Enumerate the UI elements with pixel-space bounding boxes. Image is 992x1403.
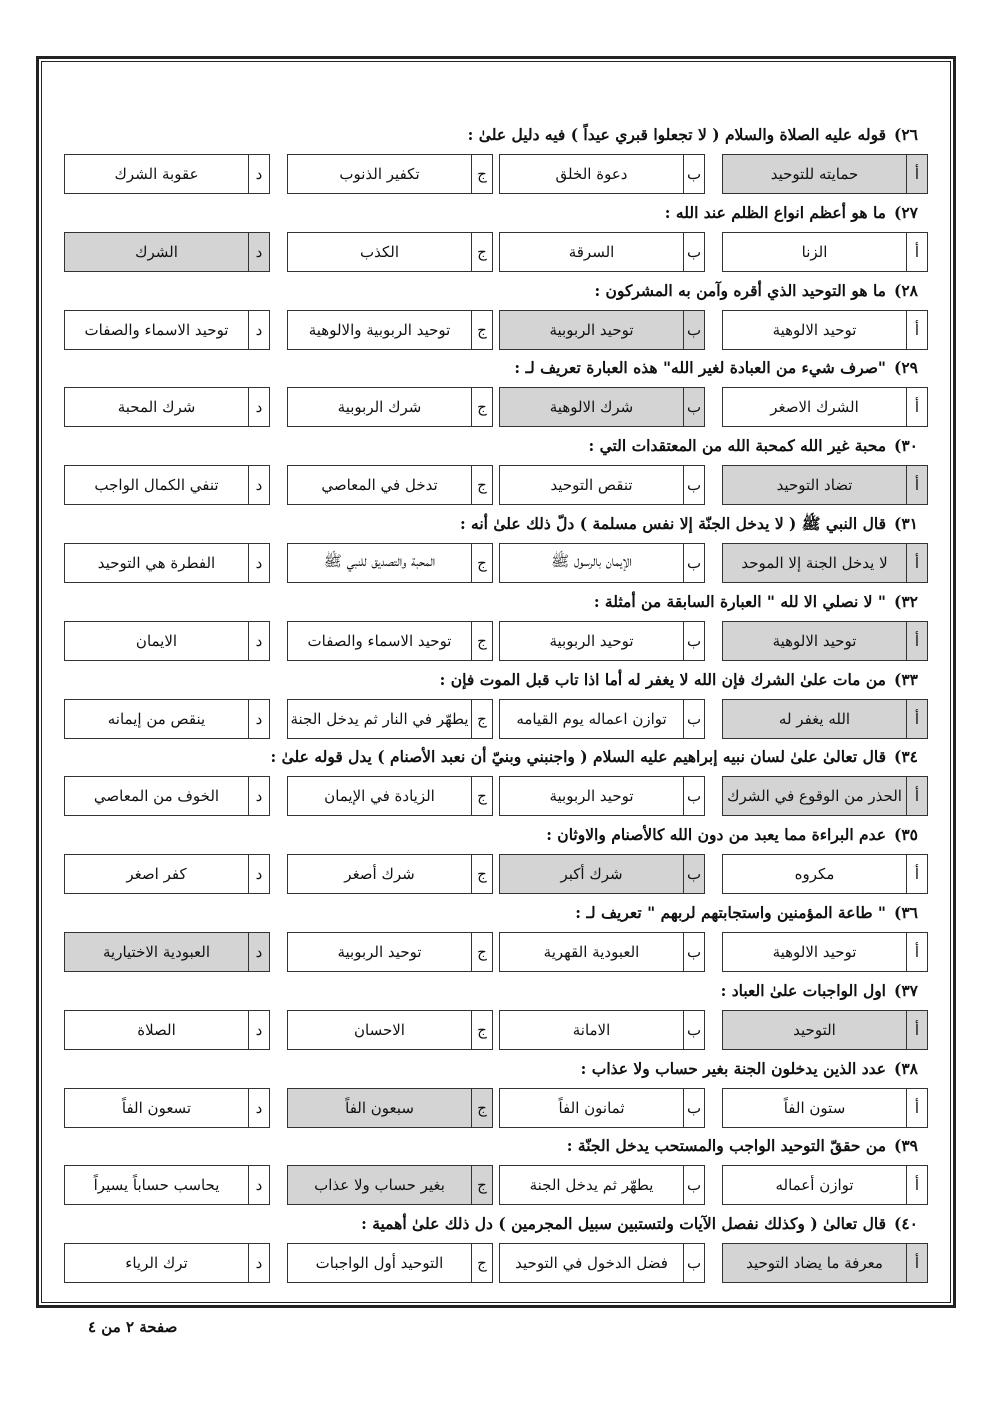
option-text: الفطرة هي التوحيد (97, 553, 216, 572)
option-letter: ب (683, 466, 704, 504)
option-text: توحيد الالوهية (772, 942, 857, 961)
answer-option[interactable] (722, 854, 928, 894)
answer-option[interactable] (499, 699, 705, 739)
option-text: لا يدخل الجنة إلا الموحد (741, 553, 888, 572)
question-number: ٣٤) (894, 747, 918, 767)
option-text: كفر اصغر (126, 865, 187, 884)
option-letter: أ (906, 155, 927, 193)
question-block (64, 351, 928, 429)
option-text: شرك الربوبية (337, 398, 422, 417)
option-text: تنفي الكمال الواجب (94, 476, 219, 495)
option-text: المحبة والتصديق للنبي ﷺ (323, 551, 436, 570)
question-block (64, 896, 928, 974)
option-letter: ب (683, 1089, 704, 1127)
option-letter: د (248, 1089, 269, 1127)
option-text: شرك أصغر (344, 865, 415, 884)
answer-option[interactable] (287, 154, 493, 194)
option-letter: أ (906, 1089, 927, 1127)
option-letter: د (248, 233, 269, 271)
question-stem: من حققّ التوحيد الواجب والمستحب يدخل الجنّة : (566, 1136, 886, 1156)
question-text (546, 820, 918, 850)
question-text (468, 120, 918, 150)
question-stem: " لا نصلي الا لله " العبارة السابقة من أمثلة : (593, 591, 886, 611)
question-block (64, 974, 928, 1052)
option-letter: د (248, 1166, 269, 1204)
question-number: ٣٣) (894, 669, 918, 689)
option-letter: ج (471, 700, 492, 738)
option-letter: د (248, 1011, 269, 1049)
option-text: توازن أعماله (775, 1176, 854, 1195)
question-list (64, 118, 928, 1285)
option-letter: أ (906, 1244, 927, 1282)
answer-options (64, 699, 928, 739)
question-number: ٢٦) (894, 125, 918, 144)
answer-options (64, 1010, 928, 1050)
answer-option[interactable] (287, 465, 493, 505)
option-letter: د (248, 388, 269, 426)
option-text: الله يغفر له (778, 709, 851, 728)
question-stem: قوله عليه الصلاة والسلام ( لا تجعلوا قبري عيداً ) فيه دليل علىٰ : (467, 125, 886, 144)
question-block (64, 1207, 928, 1285)
question-stem: "صرف شيء من العبادة لغير الله" هذه العبارة تعريف لـ : (514, 358, 886, 378)
answer-option[interactable] (499, 465, 705, 505)
option-letter: د (248, 700, 269, 738)
option-text: توحيد الاسماء والصفات (84, 320, 229, 339)
option-text: الشرك الاصغر (770, 398, 859, 417)
answer-options (64, 932, 928, 972)
question-number: ٣٠) (894, 436, 918, 456)
option-letter: د (248, 933, 269, 971)
question-text (460, 509, 918, 539)
answer-options (64, 776, 928, 816)
answer-option[interactable] (64, 621, 270, 661)
option-letter: ب (683, 777, 704, 815)
question-text (440, 665, 918, 695)
answer-option[interactable] (287, 854, 493, 894)
question-number: ٣٩) (894, 1136, 918, 1156)
answer-options (64, 154, 928, 194)
answer-option[interactable] (499, 154, 705, 194)
option-text: ينقص من إيمانه (107, 709, 206, 728)
option-text: العبودية الاختيارية (103, 942, 210, 961)
option-text: الخوف من المعاصي (93, 787, 220, 806)
answer-options (64, 465, 928, 505)
option-text: الزيادة في الإيمان (324, 787, 435, 806)
option-text: توازن اعماله يوم القيامه (516, 709, 667, 728)
answer-option[interactable] (499, 1165, 705, 1205)
answer-option[interactable] (64, 1088, 270, 1128)
answer-option[interactable] (64, 465, 270, 505)
question-number: ٢٨) (894, 280, 918, 300)
answer-option[interactable] (287, 387, 493, 427)
question-text (567, 1131, 918, 1161)
option-letter: أ (906, 700, 927, 738)
answer-option[interactable] (499, 543, 705, 583)
option-text: توحيد الالوهية (772, 320, 857, 339)
option-letter: ج (471, 622, 492, 660)
question-number: ٣٢) (894, 591, 918, 611)
option-text: شرك الالوهية (549, 398, 634, 417)
option-letter: ب (683, 311, 704, 349)
question-block (64, 1129, 928, 1207)
answer-option[interactable] (287, 621, 493, 661)
option-letter: د (248, 855, 269, 893)
question-block (64, 196, 928, 274)
option-letter: أ (906, 1011, 927, 1049)
option-letter: ج (471, 311, 492, 349)
question-text (665, 198, 918, 228)
option-letter: أ (906, 311, 927, 349)
option-letter: ب (683, 233, 704, 271)
option-text: الصلاة (137, 1020, 176, 1039)
question-number: ٣٦) (894, 902, 918, 922)
question-text (514, 353, 918, 383)
option-text: الايمان (135, 631, 178, 650)
answer-option[interactable] (722, 465, 928, 505)
option-letter: أ (906, 544, 927, 582)
option-text: الاحسان (354, 1020, 405, 1039)
answer-options (64, 1088, 928, 1128)
answer-options (64, 1243, 928, 1283)
option-letter: ج (471, 1244, 492, 1282)
option-text: مكروه (794, 865, 835, 884)
question-text (575, 898, 918, 928)
option-text: توحيد الربوبية والالوهية (308, 320, 451, 339)
question-stem: " طاعة المؤمنين واستجابتهم لربهم " تعريف لـ : (575, 902, 886, 922)
option-text: تنقص التوحيد (550, 476, 633, 495)
option-text: الحذر من الوقوع في الشرك (727, 787, 902, 806)
option-text: التوحيد أول الواجبات (315, 1254, 444, 1273)
question-block (64, 663, 928, 741)
option-letter: أ (906, 777, 927, 815)
answer-option[interactable] (499, 1088, 705, 1128)
option-text: سبعون الفاً (345, 1098, 414, 1117)
question-stem: عدم البراءة مما يعبد من دون الله كالأصنام والاوثان : (546, 825, 886, 845)
option-text: الكذب (359, 242, 400, 261)
answer-option[interactable] (499, 932, 705, 972)
option-letter: د (248, 311, 269, 349)
answer-option[interactable] (287, 543, 493, 583)
question-stem: ما هو أعظم انواع الظلم عند الله : (664, 202, 886, 222)
answer-option[interactable] (287, 932, 493, 972)
answer-option[interactable] (64, 932, 270, 972)
answer-options (64, 387, 928, 427)
answer-option[interactable] (64, 154, 270, 194)
answer-option[interactable] (287, 1165, 493, 1205)
answer-option[interactable] (64, 776, 270, 816)
option-text: شرك المحبة (117, 398, 196, 417)
answer-options (64, 310, 928, 350)
option-text: ترك الرياء (125, 1254, 188, 1273)
option-text: تدخل في المعاصي (321, 476, 438, 495)
option-text: يحاسب حساباً يسيراً (93, 1176, 220, 1195)
question-block (64, 740, 928, 818)
option-text: توحيد الربوبية (549, 631, 634, 650)
answer-option[interactable] (499, 621, 705, 661)
question-block (64, 429, 928, 507)
question-stem: اول الواجبات علىٰ العباد : (720, 980, 886, 1000)
question-text (594, 276, 918, 306)
option-text: تكفير الذنوب (339, 165, 420, 183)
answer-option[interactable] (64, 232, 270, 272)
option-text: فضل الدخول في التوحيد (515, 1254, 668, 1273)
answer-option[interactable] (722, 621, 928, 661)
option-letter: ج (471, 233, 492, 271)
answer-option[interactable] (287, 699, 493, 739)
option-text: عقوبة الشرك (114, 165, 199, 183)
question-text (581, 1054, 918, 1084)
answer-options (64, 854, 928, 894)
question-stem: قال تعالىٰ ( وكذلك نفصل الآيات ولتستبين سبيل المجرمين ) دل ذلك علىٰ أهمية : (361, 1214, 886, 1234)
option-letter: أ (906, 855, 927, 893)
answer-options (64, 621, 928, 661)
option-text: بغير حساب ولا عذاب (314, 1176, 445, 1195)
option-letter: د (248, 155, 269, 193)
answer-option[interactable] (287, 1243, 493, 1283)
option-letter: د (248, 466, 269, 504)
answer-option[interactable] (64, 1243, 270, 1283)
answer-option[interactable] (64, 699, 270, 739)
answer-option[interactable] (722, 154, 928, 194)
option-letter: أ (906, 622, 927, 660)
option-letter: ب (683, 1166, 704, 1204)
option-text: توحيد الربوبية (549, 787, 634, 806)
option-text: توحيد الاسماء والصفات (307, 631, 452, 650)
option-letter: ب (683, 700, 704, 738)
answer-option[interactable] (64, 1010, 270, 1050)
answer-option[interactable] (722, 310, 928, 350)
answer-option[interactable] (722, 1165, 928, 1205)
option-letter: د (248, 1244, 269, 1282)
option-letter: أ (906, 933, 927, 971)
answer-option[interactable] (499, 1243, 705, 1283)
option-text: توحيد الربوبية (549, 320, 634, 339)
answer-option[interactable] (499, 310, 705, 350)
question-text (271, 742, 919, 772)
option-letter: ب (683, 544, 704, 582)
option-text: حمايته للتوحيد (770, 165, 859, 183)
answer-option[interactable] (499, 1010, 705, 1050)
option-text: الامانة (572, 1020, 611, 1039)
question-number: ٣١) (894, 513, 918, 533)
option-text: توحيد الالوهية (772, 631, 857, 650)
answer-option[interactable] (722, 776, 928, 816)
answer-option[interactable] (722, 543, 928, 583)
option-letter: ج (471, 777, 492, 815)
option-text: تسعون الفاً (121, 1098, 192, 1117)
question-number: ٣٨) (894, 1058, 918, 1078)
option-text: السرقة (568, 242, 615, 261)
answer-options (64, 1165, 928, 1205)
option-text: توحيد الربوبية (337, 942, 422, 961)
question-text (361, 1209, 918, 1239)
option-letter: ج (471, 1011, 492, 1049)
question-block (64, 818, 928, 896)
answer-option[interactable] (722, 1243, 928, 1283)
option-text: ثمانون الفاً (558, 1098, 625, 1117)
option-text: الزنا (801, 242, 828, 261)
answer-option[interactable] (287, 1010, 493, 1050)
option-text: شرك أكبر (560, 865, 623, 884)
answer-option[interactable] (64, 854, 270, 894)
answer-option[interactable] (722, 232, 928, 272)
option-letter: ب (683, 855, 704, 893)
option-text: العبودية القهرية (543, 942, 640, 961)
answer-option[interactable] (499, 776, 705, 816)
answer-option[interactable] (287, 776, 493, 816)
answer-option[interactable] (64, 387, 270, 427)
option-letter: ج (471, 155, 492, 193)
answer-options (64, 232, 928, 272)
question-block (64, 585, 928, 663)
answer-option[interactable] (287, 1088, 493, 1128)
answer-option[interactable] (722, 932, 928, 972)
option-letter: ج (471, 855, 492, 893)
option-letter: د (248, 622, 269, 660)
question-number: ٣٧) (894, 980, 918, 1000)
answer-options (64, 543, 928, 583)
option-letter: أ (906, 466, 927, 504)
option-text: معرفة ما يضاد التوحيد (746, 1254, 883, 1273)
answer-option[interactable] (287, 310, 493, 350)
answer-option[interactable] (64, 1165, 270, 1205)
answer-option[interactable] (722, 699, 928, 739)
option-text: يطهّر في النار ثم يدخل الجنة (290, 709, 469, 728)
option-text: الشرك (135, 242, 178, 261)
question-number: ٤٠) (894, 1214, 918, 1234)
question-block (64, 507, 928, 585)
answer-option[interactable] (499, 854, 705, 894)
option-text: تضاد التوحيد (776, 476, 853, 495)
option-text: الإيمان بالرسول ﷺ (551, 551, 632, 570)
option-letter: أ (906, 233, 927, 271)
option-letter: ج (471, 388, 492, 426)
answer-option[interactable] (64, 310, 270, 350)
question-block (64, 118, 928, 196)
question-text (721, 976, 918, 1006)
page-number: صفحة ٢ من ٤ (88, 1318, 178, 1336)
option-letter: ب (683, 1011, 704, 1049)
option-text: يطهّر ثم يدخل الجنة (529, 1176, 654, 1195)
option-letter: ج (471, 933, 492, 971)
question-number: ٢٩) (894, 358, 918, 378)
option-letter: ج (471, 1166, 492, 1204)
option-letter: ب (683, 155, 704, 193)
answer-option[interactable] (499, 232, 705, 272)
option-text: ستون الفاً (783, 1098, 846, 1117)
answer-option[interactable] (287, 232, 493, 272)
question-number: ٣٥) (894, 825, 918, 845)
question-stem: عدد الذين يدخلون الجنة بغير حساب ولا عذاب : (580, 1058, 886, 1078)
answer-option[interactable] (722, 1088, 928, 1128)
option-letter: ب (683, 388, 704, 426)
question-block (64, 1052, 928, 1130)
option-letter: أ (906, 388, 927, 426)
option-letter: ج (471, 544, 492, 582)
option-letter: ب (683, 1244, 704, 1282)
question-stem: من مات علىٰ الشرك فإن الله لا يغفر له أما اذا تاب قبل الموت فإن : (439, 669, 886, 689)
question-stem: قال تعالىٰ علىٰ لسان نبيه إبراهيم عليه السلام ( واجنبني وبنيّ أن نعبد الأصنام ) يدل قوله علىٰ : (270, 747, 886, 767)
answer-option[interactable] (722, 387, 928, 427)
question-stem: محبة غير الله كمحبة الله من المعتقدات التي : (588, 436, 886, 456)
answer-option[interactable] (722, 1010, 928, 1050)
question-text (594, 587, 918, 617)
question-stem: قال النبي ﷺ ( لا يدخل الجنّة إلا نفس مسلمة ) دلّ ذلك علىٰ أنه : (459, 513, 886, 533)
option-letter: ج (471, 1089, 492, 1127)
answer-option[interactable] (64, 543, 270, 583)
option-text: التوحيد (793, 1020, 836, 1039)
option-text: دعوة الخلق (555, 165, 628, 183)
question-block (64, 274, 928, 352)
option-letter: د (248, 777, 269, 815)
question-text (588, 431, 918, 461)
option-letter: د (248, 544, 269, 582)
answer-option[interactable] (499, 387, 705, 427)
option-letter: ب (683, 622, 704, 660)
option-letter: ج (471, 466, 492, 504)
question-number: ٢٧) (894, 202, 918, 222)
option-letter: ب (683, 933, 704, 971)
question-stem: ما هو التوحيد الذي أقره وآمن به المشركون : (594, 280, 886, 300)
option-letter: أ (906, 1166, 927, 1204)
